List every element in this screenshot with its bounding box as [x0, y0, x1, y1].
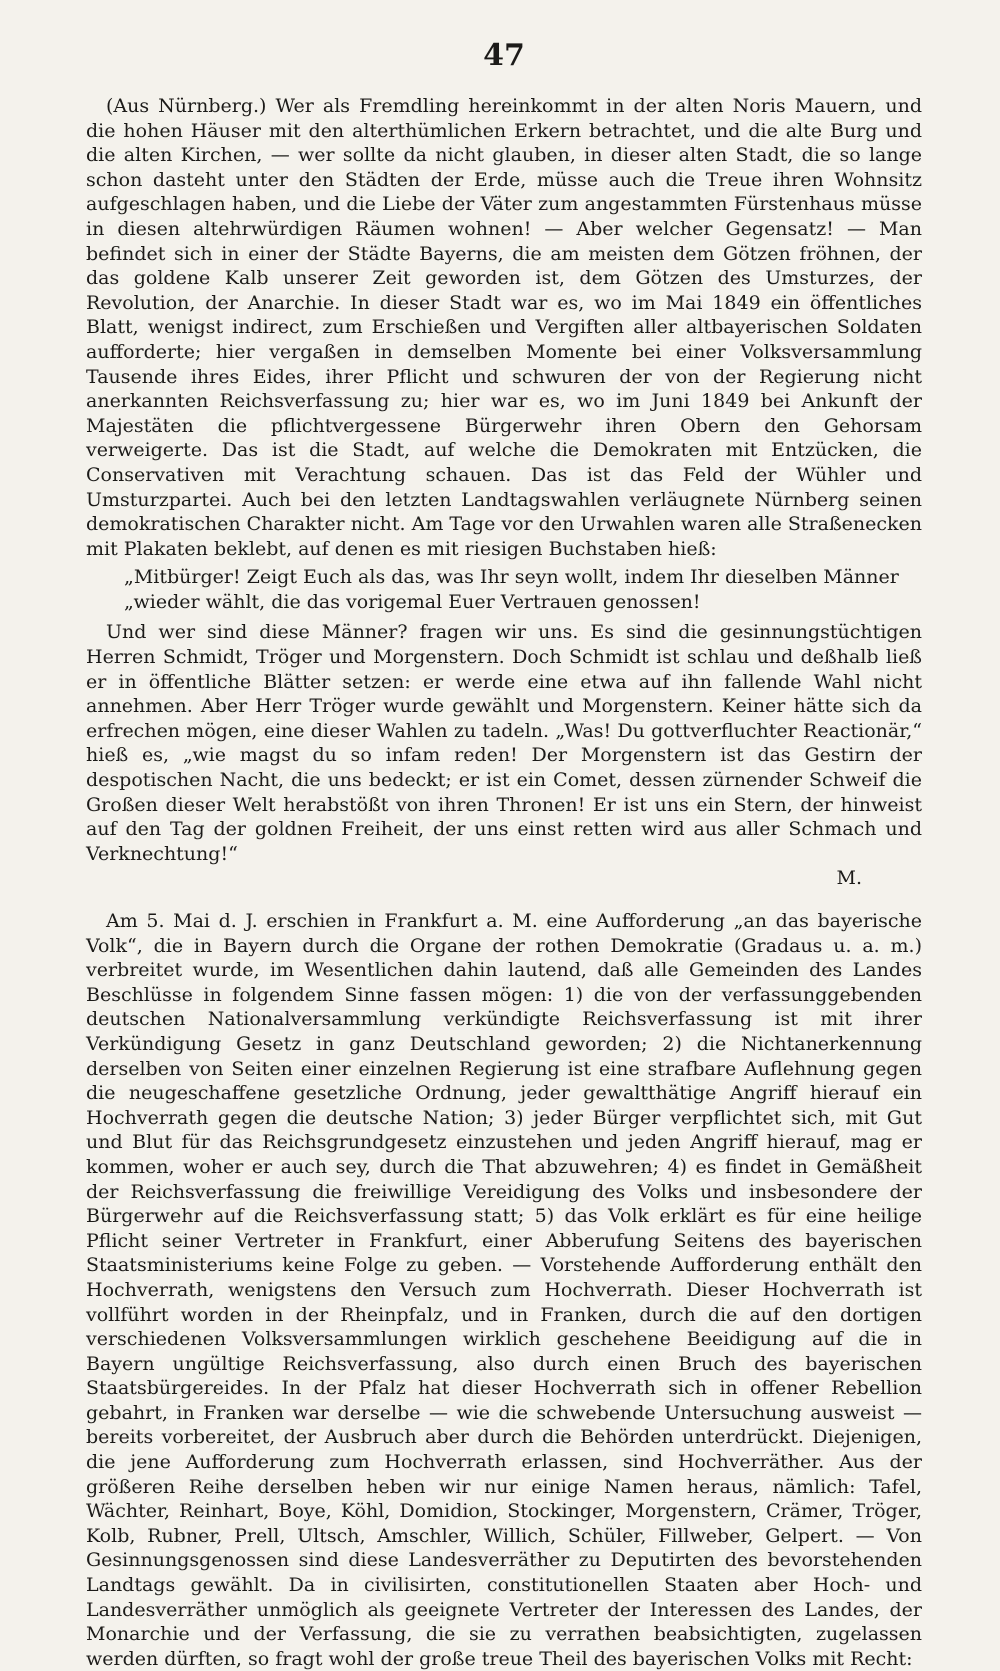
- paragraph-gap: [86, 891, 922, 909]
- paragraph-aufforderung: Am 5. Mai d. J. erschien in Frankfurt a. M. eine Aufforderung „an das bayerische Volk“, die in Bayern durch die Organe der rothen Demokratie (Gradaus u. a. m.) verbreitet wurde, im Wesentlichen dahin lautend, daß alle Gemeinden des Landes Beschlüsse in folgendem Sinne fassen mögen: 1) die von der verfassunggebenden deutschen Nationalversammlung verkündigte Reichsverfassung ist mit ihrer Verkündigung Gesetz in ganz Deutschland geworden; 2) die Nichtanerkennung derselben von Seiten einer einzelnen Regierung ist eine strafbare Auflehnung gegen die neugeschaffene gesetzliche Ordnung, jeder gewaltthätige Angriff hierauf ein Hochverrath gegen die deutsche Nation; 3) jeder Bürger verpflichtet sich, mit Gut und Blut für das Reichsgrundgesetz einzustehen und jeden Angriff hierauf, mag er kommen, woher er auch sey, durch die That abzuwehren; 4) es findet in Gemäßheit der Reichsverfassung die freiwillige Vereidigung des Volks und insbesondere der Bürgerwehr auf die Reichsverfassung statt; 5) das Volk erklärt es für eine heilige Pflicht seiner Vertreter in Frankfurt, einer Abberufung Seitens des bayerischen Staatsministeriums keine Folge zu geben. — Vorstehende Aufforderung enthält den Hochverrath, wenigstens den Versuch zum Hochverrath. Dieser Hochverrath ist vollführt worden in der Rheinpfalz, und in Franken, durch die auf den dortigen verschiedenen Volksversammlungen wirklich geschehene Beeidigung auf die in Bayern ungültige Reichsverfassung, also durch einen Bruch des bayerischen Staatsbürgereides. In der Pfalz hat dieser Hochverrath sich in offener Rebellion gebahrt, in Franken war derselbe — wie die schwebende Untersuchung ausweist — bereits vorbereitet, der Ausbruch aber durch die Behörden unterdrückt. Diejenigen, die jene Aufforderung zum Hochverrath erlassen, sind Hochverräther. Aus der größeren Reihe derselben heben wir nur einige Namen heraus, nämlich: Tafel, Wächter, Reinhart, Boye, Köhl, Domidion, Stockinger, Morgenstern, Crämer, Tröger, Kolb, Rubner, Prell, Ultsch, Amschler, Willich, Schüler, Fillweber, Gelpert. — Von Gesinnungsgenossen sind diese Landesverräther zu Deputirten des bevorstehenden Landtags gewählt. Da in civilisirten, constitutionellen Staaten aber Hoch- und Landesverräther unmöglich als geeignete Vertreter der Interessen des Landes, der Monarchie und der Verfassung, die sie zu verrathen beabsichtigten, zugelassen werden dürften, so fragt wohl der große treue Theil des bayerischen Volks mit Recht:: [86, 910, 922, 1670]
- paragraph-maenner: Und wer sind diese Männer? fragen wir uns. Es sind die gesinnungstüchtigen Herren Schmidt, Tröger und Morgenstern. Doch Schmidt ist schlau und deßhalb ließ er in öffentliche Blätter setzen: er werde eine etwa auf ihn fallende Wahl nicht annehmen. Aber Herr Tröger wurde gewählt und Morgenstern. Keiner hätte sich da erfrechen mögen, eine dieser Wahlen zu tadeln. „Was! Du gottverfluchter Reactionär,“ hieß es, „wie magst du so infam reden! Der Morgenstern ist das Gestirn der despotischen Nacht, die uns bedeckt; er ist ein Comet, dessen zürnender Schweif die Großen dieser Welt herabstößt von ihren Thronen! Er ist uns ein Stern, der hinweist auf den Tag der goldnen Freiheit, der uns einst retten wird aus aller Schmach und Verknechtung!“: [86, 621, 922, 865]
- quote-line: „Mitbürger! Zeigt Euch als das, was Ihr seyn wollt, indem Ihr dieselben Männer: [124, 566, 899, 589]
- quote-block: [124, 565, 922, 614]
- paragraph-nuernberg: (Aus Nürnberg.) Wer als Fremdling hereinkommt in der alten Noris Mauern, und die hohen Häuser mit den alterthümlichen Erkern betrachtet, und die alte Burg und die alten Kirchen, — wer sollte da nicht glauben, in dieser alten Stadt, die so lange schon dasteht unter den Städten der Erde, müsse auch die Treue ihren Wohnsitz aufgeschlagen haben, und die Liebe der Väter zum angestammten Fürstenhaus müsse in diesen altehrwürdigen Räumen wohnen! — Aber welcher Gegensatz! — Man befindet sich in einer der Städte Bayerns, die am meisten dem Götzen fröhnen, der das goldene Kalb unserer Zeit geworden ist, dem Götzen des Umsturzes, der Revolution, der Anarchie. In dieser Stadt war es, wo im Mai 1849 ein öffentliches Blatt, wenigst indirect, zum Erschießen und Vergiften aller altbayerischen Soldaten aufforderte; hier vergaßen in demselben Momente bei einer Volksversammlung Tausende ihres Eides, ihrer Pflicht und schwuren der von der Regierung nicht anerkannten Reichsverfassung zu; hier war es, wo im Juni 1849 bei Ankunft der Majestäten die pflichtvergessene Bürgerwehr ihren Obern den Gehorsam verweigerte. Das ist die Stadt, auf welche die Demokraten mit Entzücken, die Conservativen mit Verachtung schauen. Das ist das Feld der Wühler und Umsturzpartei. Auch bei den letzten Landtagswahlen verläugnete Nürnberg seinen demokratischen Charakter nicht. Am Tage vor den Urwahlen waren alle Straßenecken mit Plakaten beklebt, auf denen es mit riesigen Buchstaben hieß:: [86, 95, 922, 560]
- signature: M.: [836, 867, 862, 890]
- page-number: 47: [483, 38, 525, 73]
- quote-line: „wieder wählt, die das vorigemal Euer Vertrauen genossen!: [124, 590, 701, 613]
